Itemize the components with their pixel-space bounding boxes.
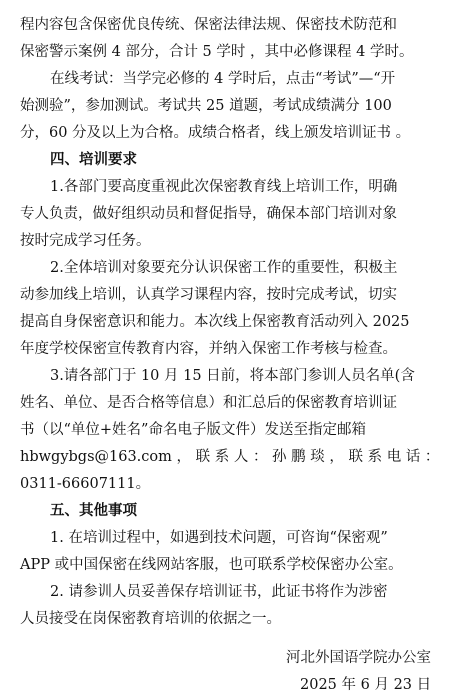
paragraph-line: 2.全体培训对象要充分认识保密工作的重要性，积极主 bbox=[50, 260, 398, 276]
paragraph-line: 保密警示案例 4 部分，合计 5 学时 ，其中必修课程 4 学时。 bbox=[20, 44, 414, 60]
phone-line: 0311-66607111。 bbox=[20, 476, 151, 492]
email-contact-line: hbwgybgs@163.com ， 联 系 人 ： 孙 鹏 琰 ， 联 系 电 话 ： bbox=[20, 449, 440, 465]
section-heading-other-matters: 五、其他事项 bbox=[50, 502, 137, 519]
paragraph-line: 在线考试：当学完必修的 4 学时后，点击“考试”—“开 bbox=[50, 71, 396, 87]
paragraph-line: APP 或中国保密在线网站客服，也可联系学校保密办公室。 bbox=[20, 557, 403, 573]
paragraph-line: 专人负责，做好组织动员和督促指导，确保本部门培训对象 bbox=[20, 206, 397, 222]
paragraph-line: 程内容包含保密优良传统、保密法律法规、保密技术防范和 bbox=[20, 17, 397, 33]
paragraph-line: 3.请各部门于 10 月 15 日前，将本部门参训人员名单(含 bbox=[50, 368, 415, 384]
signature-office: 河北外国语学院办公室 bbox=[286, 650, 431, 666]
paragraph-line: 年度学校保密宣传教育内容，并纳入保密工作考核与检查。 bbox=[20, 341, 397, 357]
paragraph-line: 1. 在培训过程中，如遇到技术问题，可咨询“保密观” bbox=[50, 530, 388, 546]
paragraph-line: 姓名、单位、是否合格等信息）和汇总后的保密教育培训证 bbox=[20, 395, 397, 411]
paragraph-line: 始测验”，参加测试。考试共 25 道题，考试成绩满分 100 bbox=[20, 98, 392, 114]
paragraph-line: 人员接受在岗保密教育培训的依据之一。 bbox=[20, 611, 281, 627]
paragraph-line: 提高自身保密意识和能力。本次线上保密教育活动列入 2025 bbox=[20, 314, 410, 330]
signature-date: 2025 年 6 月 23 日 bbox=[300, 677, 432, 693]
paragraph-line: 书（以“单位+姓名”命名电子版文件）发送至指定邮箱 bbox=[20, 422, 366, 438]
paragraph-line: 2. 请参训人员妥善保存培训证书，此证书将作为涉密 bbox=[50, 584, 388, 600]
section-heading-training-requirements: 四、培训要求 bbox=[50, 151, 137, 168]
paragraph-line: 动参加线上培训，认真学习课程内容，按时完成考试，切实 bbox=[20, 287, 397, 303]
paragraph-line: 按时完成学习任务。 bbox=[20, 233, 151, 249]
paragraph-line: 1.各部门要高度重视此次保密教育线上培训工作，明确 bbox=[50, 179, 398, 195]
paragraph-line: 分，60 分及以上为合格。成绩合格者，线上颁发培训证书 。 bbox=[20, 125, 411, 141]
